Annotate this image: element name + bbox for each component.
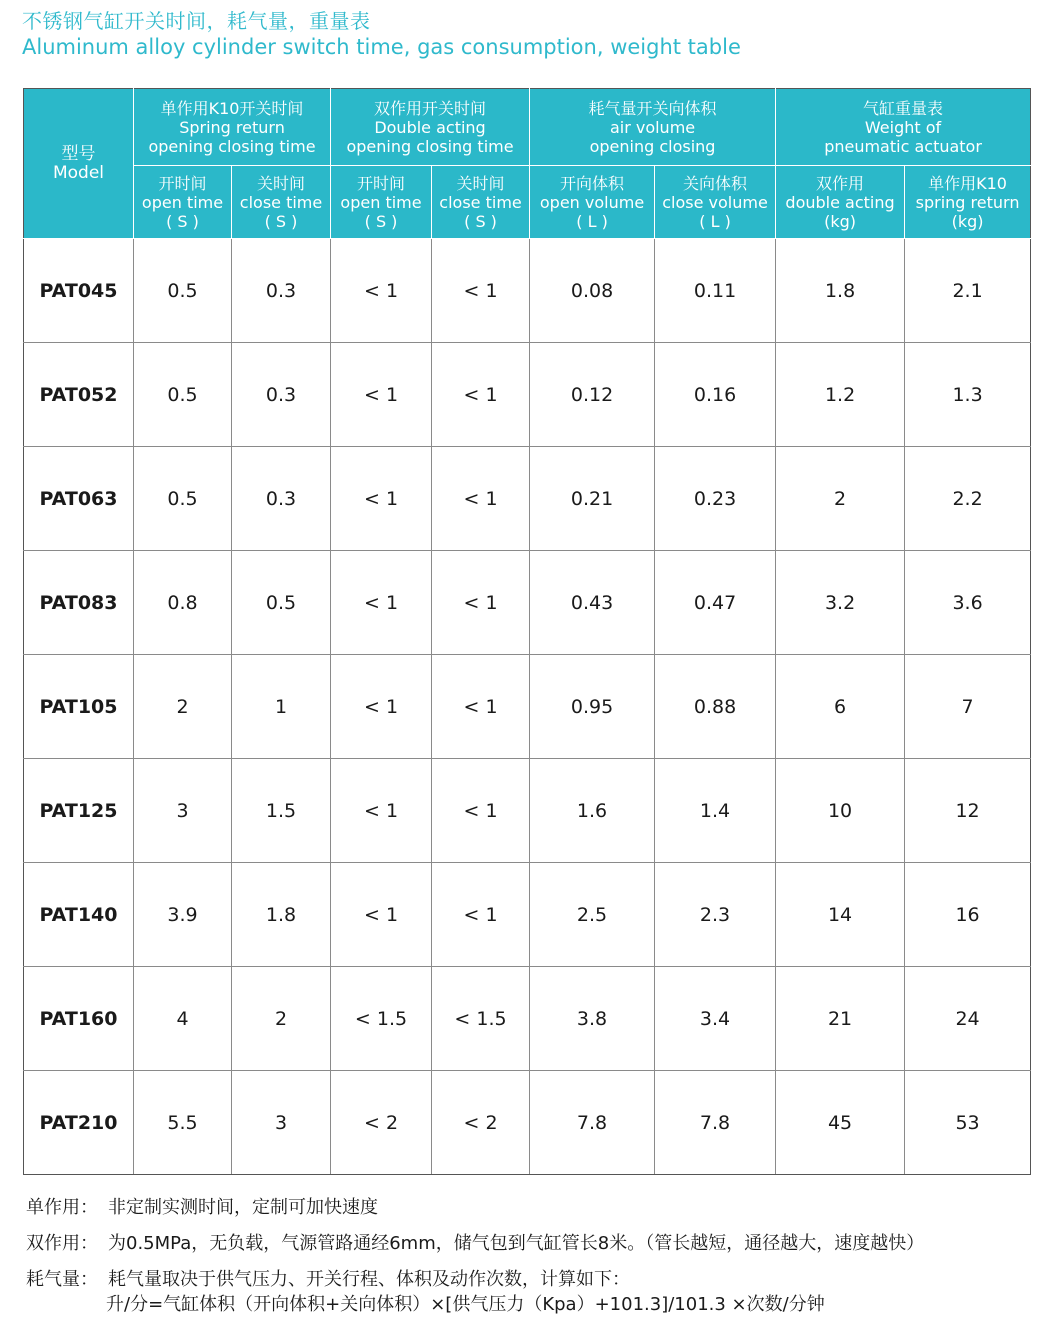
value-cell: 2.1 — [905, 239, 1031, 343]
value-cell: 45 — [776, 1071, 905, 1175]
model-header-en: Model — [52, 162, 105, 183]
column-header-spring-close-time — [232, 166, 331, 239]
value-cell: < 1 — [331, 655, 432, 759]
table-row — [24, 551, 1031, 655]
value-cell: < 1 — [432, 239, 530, 343]
value-cell: 3 — [134, 759, 232, 863]
value-cell: 0.11 — [655, 239, 776, 343]
value-cell: 3.8 — [530, 967, 655, 1071]
table-row — [24, 447, 1031, 551]
group-header-line: opening closing time — [148, 136, 316, 156]
table-row — [24, 655, 1031, 759]
header-row-groups — [24, 89, 1031, 166]
group-header-line: opening closing time — [346, 136, 514, 156]
group-header-line: pneumatic actuator — [824, 136, 982, 156]
value-cell: < 1.5 — [432, 967, 530, 1071]
model-header-cn: 型号 — [61, 143, 96, 164]
value-cell: < 1 — [432, 447, 530, 551]
title-chinese: 不锈钢气缸开关时间，耗气量，重量表 — [22, 9, 371, 33]
column-header-spring-open-time — [134, 166, 232, 239]
value-cell: 0.5 — [134, 447, 232, 551]
value-cell: 1.3 — [905, 343, 1031, 447]
column-header-weight-double — [776, 166, 905, 239]
group-header-line: Weight of — [864, 117, 942, 137]
value-cell: < 1 — [331, 863, 432, 967]
value-cell: 1 — [232, 655, 331, 759]
column-header-line: (kg) — [951, 211, 984, 231]
table-row — [24, 967, 1031, 1071]
value-cell: 10 — [776, 759, 905, 863]
column-header-line: open volume — [539, 192, 645, 212]
group-header-air-volume — [530, 89, 776, 166]
value-cell: < 1 — [432, 343, 530, 447]
value-cell: 1.8 — [776, 239, 905, 343]
note-label: 单作用： — [26, 1197, 98, 1218]
value-cell: 1.6 — [530, 759, 655, 863]
note-text: 为0.5MPa，无负载，气源管路通经6mm，储气包到气缸管长8米。（管长越短，通径越大，速度越快） — [108, 1233, 925, 1254]
value-cell: 7.8 — [655, 1071, 776, 1175]
column-header-line: close volume — [662, 192, 768, 212]
group-header-line: 气缸重量表 — [863, 98, 944, 118]
value-cell: 0.88 — [655, 655, 776, 759]
note-text: 耗气量取决于供气压力、开关行程、体积及动作次数，计算如下： — [108, 1269, 630, 1290]
value-cell: 1.4 — [655, 759, 776, 863]
model-cell: PAT210 — [24, 1071, 134, 1175]
title-english: Aluminum alloy cylinder switch time, gas consumption, weight table — [22, 35, 741, 59]
column-header-line: double acting — [785, 192, 895, 212]
value-cell: < 1 — [331, 759, 432, 863]
note-text: 非定制实测时间，定制可加快速度 — [108, 1197, 378, 1218]
note-single-acting — [26, 1190, 924, 1226]
column-header-line: close time — [239, 192, 323, 212]
notes-block — [26, 1190, 924, 1318]
column-header-line: 关时间 — [257, 173, 306, 193]
value-cell: 2.3 — [655, 863, 776, 967]
group-header-line: air volume — [609, 117, 696, 137]
value-cell: 0.95 — [530, 655, 655, 759]
column-header-line: ( L ) — [576, 211, 608, 231]
value-cell: 2 — [232, 967, 331, 1071]
value-cell: 1.2 — [776, 343, 905, 447]
model-cell: PAT140 — [24, 863, 134, 967]
note-double-acting — [26, 1226, 924, 1262]
column-header-line: spring return — [915, 192, 1020, 212]
value-cell: < 2 — [331, 1071, 432, 1175]
title-block — [22, 8, 741, 60]
value-cell: 7.8 — [530, 1071, 655, 1175]
spec-table — [23, 88, 1031, 1175]
value-cell: 0.3 — [232, 343, 331, 447]
value-cell: 1.5 — [232, 759, 331, 863]
note-label: 双作用： — [26, 1233, 98, 1254]
model-cell: PAT045 — [24, 239, 134, 343]
value-cell: 0.3 — [232, 239, 331, 343]
value-cell: 2 — [776, 447, 905, 551]
group-header-double-acting — [331, 89, 530, 166]
value-cell: 0.47 — [655, 551, 776, 655]
table-row — [24, 239, 1031, 343]
value-cell: 2.5 — [530, 863, 655, 967]
value-cell: < 1 — [331, 551, 432, 655]
value-cell: 53 — [905, 1071, 1031, 1175]
value-cell: 5.5 — [134, 1071, 232, 1175]
value-cell: < 2 — [432, 1071, 530, 1175]
value-cell: 3.2 — [776, 551, 905, 655]
column-header-line: 开时间 — [158, 173, 207, 193]
column-header-line: 关时间 — [456, 173, 505, 193]
column-header-line: ( L ) — [699, 211, 731, 231]
column-header-line: 双作用 — [816, 173, 865, 193]
table-row — [24, 343, 1031, 447]
group-header-line: Spring return — [179, 117, 285, 137]
value-cell: 0.43 — [530, 551, 655, 655]
model-header — [24, 89, 134, 239]
value-cell: 0.3 — [232, 447, 331, 551]
value-cell: 3.4 — [655, 967, 776, 1071]
column-header-line: 开时间 — [357, 173, 406, 193]
column-header-line: ( S ) — [464, 211, 497, 231]
table-row — [24, 759, 1031, 863]
model-cell: PAT063 — [24, 447, 134, 551]
model-cell: PAT083 — [24, 551, 134, 655]
value-cell: 0.23 — [655, 447, 776, 551]
group-header-line: 单作用K10开关时间 — [160, 98, 304, 118]
value-cell: 0.8 — [134, 551, 232, 655]
column-header-line: 单作用K10 — [928, 173, 1007, 193]
value-cell: < 1 — [432, 863, 530, 967]
column-header-line: close time — [439, 192, 522, 212]
value-cell: 2.2 — [905, 447, 1031, 551]
value-cell: < 1 — [331, 343, 432, 447]
value-cell: 0.5 — [134, 343, 232, 447]
model-cell: PAT125 — [24, 759, 134, 863]
value-cell: 4 — [134, 967, 232, 1071]
column-header-line: ( S ) — [364, 211, 398, 231]
value-cell: 3.6 — [905, 551, 1031, 655]
value-cell: 0.16 — [655, 343, 776, 447]
group-header-weight — [776, 89, 1031, 166]
column-header-close-volume — [655, 166, 776, 239]
column-header-line: (kg) — [824, 211, 856, 231]
value-cell: 2 — [134, 655, 232, 759]
column-header-double-open-time — [331, 166, 432, 239]
value-cell: 7 — [905, 655, 1031, 759]
column-header-line: ( S ) — [264, 211, 298, 231]
column-header-line: 关向体积 — [683, 173, 748, 193]
value-cell: 16 — [905, 863, 1031, 967]
column-header-weight-spring — [905, 166, 1031, 239]
value-cell: 0.21 — [530, 447, 655, 551]
value-cell: < 1 — [432, 655, 530, 759]
value-cell: < 1 — [331, 447, 432, 551]
value-cell: 0.12 — [530, 343, 655, 447]
column-header-line: 开向体积 — [560, 173, 625, 193]
group-header-line: 耗气量开关向体积 — [588, 98, 717, 118]
value-cell: 1.8 — [232, 863, 331, 967]
column-header-line: open time — [141, 192, 224, 212]
column-header-line: open time — [340, 192, 422, 212]
header-row-columns — [24, 166, 1031, 239]
value-cell: < 1 — [432, 551, 530, 655]
value-cell: 24 — [905, 967, 1031, 1071]
table-row — [24, 1071, 1031, 1175]
model-cell: PAT052 — [24, 343, 134, 447]
value-cell: 3 — [232, 1071, 331, 1175]
model-cell: PAT160 — [24, 967, 134, 1071]
consumption-formula: 升/分=气缸体积（开向体积+关向体积）×[供气压力（Kpa）+101.3]/101.3 ×次数/分钟 — [106, 1294, 825, 1315]
value-cell: < 1 — [432, 759, 530, 863]
value-cell: 21 — [776, 967, 905, 1071]
value-cell: 12 — [905, 759, 1031, 863]
column-header-line: ( S ) — [166, 211, 199, 231]
value-cell: 6 — [776, 655, 905, 759]
model-cell: PAT105 — [24, 655, 134, 759]
column-header-open-volume — [530, 166, 655, 239]
note-label: 耗气量： — [26, 1269, 98, 1290]
value-cell: 0.08 — [530, 239, 655, 343]
group-header-spring-return — [134, 89, 331, 166]
value-cell: 14 — [776, 863, 905, 967]
value-cell: 0.5 — [134, 239, 232, 343]
group-header-line: 双作用开关时间 — [374, 98, 487, 118]
group-header-line: Double acting — [374, 117, 486, 137]
column-header-double-close-time — [432, 166, 530, 239]
value-cell: < 1.5 — [331, 967, 432, 1071]
value-cell: 0.5 — [232, 551, 331, 655]
value-cell: 3.9 — [134, 863, 232, 967]
table-row — [24, 863, 1031, 967]
group-header-line: opening closing — [589, 136, 716, 156]
value-cell: < 1 — [331, 239, 432, 343]
table-body — [24, 239, 1031, 1175]
